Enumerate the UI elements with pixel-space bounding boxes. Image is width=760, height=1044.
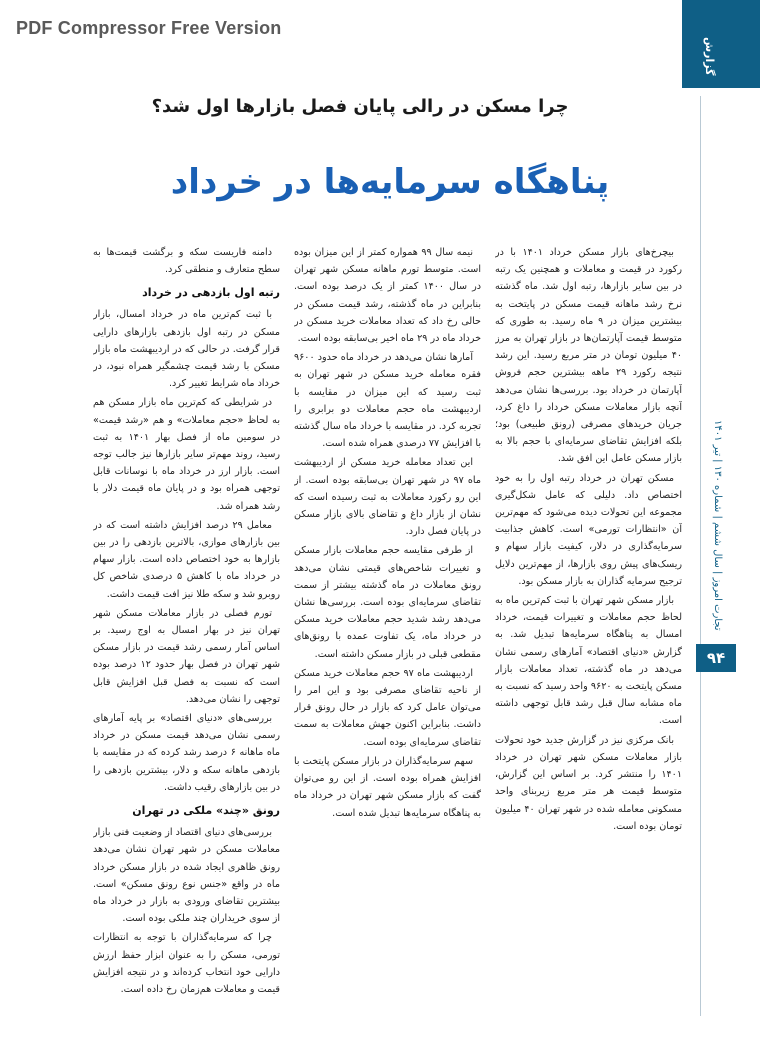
section-tag: گزارش <box>703 36 716 76</box>
paragraph: با ثبت کم‌ترین ماه در خرداد امسال، بازار مسکن در رتبه اول بازدهی بازارهای دارایی قرار گرفت. در حالی که در اردیبهشت ماه بازار مسکن با رشد قیمت چشمگیر همراه نبود، در خرداد ماه شرایط تغییر کرد. <box>93 309 280 390</box>
column-left <box>93 244 280 1034</box>
paragraph: بانک مرکزی نیز در گزارش جدید خود تحولات بازار معاملات مسکن شهر تهران در خرداد ۱۴۰۱ را منتشر کرد. بر اساس این گزارش، متوسط قیمت هر متر مربع زیربنای واحد مسکونی معامله شده در شهر تهران ۴۰ میلیون تومان بوده است. <box>495 734 682 832</box>
paragraph: در شرایطی که کم‌ترین ماه بازار مسکن هم به لحاظ «حجم معاملات» و هم «رشد قیمت» در سومین ماه از فصل بهار ۱۴۰۱ به ثبت رسید، روند مهم‌تر سایر بازارها نیز جالب توجه است. بازار ارز در خرداد ماه با نوسانات قابل توجهی همراه بود و در پایان ماه قیمت دلار با رشد همراه شد. <box>93 397 280 512</box>
paragraph: مسکن تهران در خرداد رتبه اول را به خود اختصاص داد. دلیلی که عامل شکل‌گیری مجموعه این تحولات دیده می‌شود که مهم‌ترین آن «انتظارات تورمی» است. کاهش جذابیت سرمایه‌گذاری در دلار، کیفیت بازار سهام و ریسک‌های پیش روی بازارها، از مهم‌ترین دلایل ترجیح سرمایه‌ گذاران به بازار مسکن بود. <box>495 472 682 587</box>
paragraph: از طرفی مقایسه حجم معاملات بازار مسکن و تغییرات شاخص‌های قیمتی نشان می‌دهد رونق معاملات در ماه گذشته بیشتر از سمت تقاضای سرمایه‌ای بوده است. بررسی‌ها نشان می‌دهد رشد شدید حجم معاملات خرید مسکن در خرداد ماه، یک تفاوت عمده با رونق‌های مقطعی قبلی در بازار مسکن داشته است. <box>294 545 481 660</box>
paragraph: معامل ۲۹ درصد افزایش داشته است که در بین بازارهای موازی، بالاترین بازدهی را در بین بازارها به خود اختصاص داده است. بازار سهام در خرداد ماه با کاهش ۵ درصدی شاخص کل روبرو شد و سکه طلا نیز افت قیمت داشت. <box>93 519 280 600</box>
paragraph: بررسی‌های «دنیای اقتصاد» بر پایه آمارهای رسمی نشان می‌دهد قیمت مسکن در خرداد ماه ماهانه ۶ درصد رشد کرده که در مقایسه با بازدهی ماهانه سکه و دلار، بیشترین بازدهی را در بین بازارهای رقیب داشت. <box>93 713 280 793</box>
watermark-text: PDF Compressor Free Version <box>16 18 282 38</box>
paragraph: چرا که سرمایه‌گذاران با توجه به انتظارات تورمی، مسکن را به عنوان ابزار حفظ ارزش دارایی خود انتخاب کرده‌اند و در نتیجه افزایش قیمت و معاملات هم‌زمان رخ داده است. <box>93 932 280 995</box>
article-title: پناهگاه سرمایه‌ها در خرداد <box>170 162 610 202</box>
paragraph: اردیبهشت ماه ۹۷ حجم معاملات خرید مسکن از ناحیه تقاضای مصرفی بود و این امر را می‌توان عامل کرد که بازار در حال رونق قرار داشت. بنابراین اکنون جهش معاملات به سمت تقاضای سرمایه‌ای بوده است. <box>294 667 481 748</box>
paragraph: آمارها نشان می‌دهد در خرداد ماه حدود ۹۶۰۰ فقره معامله خرید مسکن در شهر تهران به ثبت رسید که این میزان در مقایسه با اردیبهشت ماه حجم معاملات دو برابری را تجربه کرد. در مقایسه با خرداد ماه سال گذشته با افزایش ۷۷ درصدی همراه شده است. <box>294 352 481 450</box>
article-supertitle: چرا مسکن در رالی پایان فصل بازارها اول شد؟ <box>151 96 569 117</box>
paragraph: این تعداد معامله خرید مسکن از اردیبهشت ماه ۹۷ در شهر تهران بی‌سابقه بوده است. از این رو رکورد معاملات به ثبت رسیده است که نشان از بازار داغ و تقاضای بالای بازار مسکن در پایان فصل دارد. <box>294 457 481 538</box>
column-right <box>495 244 682 1034</box>
paragraph: بازار مسکن شهر تهران با ثبت کم‌ترین ماه به لحاظ حجم معاملات و تغییرات قیمت، خرداد امسال به پناهگاه سرمایه‌ها تبدیل شد. به گزارش «دنیای اقتصاد» آمارهای رسمی نشان می‌دهد در ماه گذشته، تعداد معاملات بازار مسکن پایتخت به ۹۶۲۰ واحد رسید که نسبت به ماه مشابه سال قبل رشد قابل توجهی داشته است. <box>495 595 682 727</box>
paragraph: نیمه سال ۹۹ همواره کمتر از این میزان بوده است. متوسط تورم ماهانه مسکن شهر تهران در سال ۱۴۰۰ کمتر از یک درصد بوده است. بنابراین در ماه گذشته، رشد قیمت مسکن در حالی رخ داد که تعداد معاملات خرید مسکن در خرداد ماه در ۲۹ ماه اخیر بی‌سابقه بوده است. <box>294 247 481 345</box>
section-heading: رونق «چند» ملکی در تهران <box>132 804 280 818</box>
paragraph: دامنه فاریست سکه و برگشت قیمت‌ها به سطح متعارف و منطقی کرد. <box>93 247 280 276</box>
column-middle <box>294 244 481 1034</box>
paragraph: تورم فصلی در بازار معاملات مسکن شهر تهران نیز در بهار امسال به اوج رسید. بر اساس آمار رسمی رشد قیمت در بازار مسکن شهر تهران در فصل بهار حدود ۱۲ درصد بوده است که نسبت به فصل قبل افزایش قابل توجهی را نشان می‌دهد. <box>93 607 280 705</box>
paragraph: بررسی‌های دنیای اقتصاد از وضعیت فنی بازار معاملات مسکن در شهر تهران نشان می‌دهد رونق ظاهری ایجاد شده در بازار مسکن خرداد ماه در واقع «جنس نوع رونق مسکن» است. بیشترین تقاضای ورودی به بازار در خرداد ماه از سوی خریداران چند ملکی بوده است. <box>93 827 280 925</box>
paragraph: سهم سرمایه‌گذاران در بازار مسکن پایتخت با افزایش همراه بوده است. از این رو می‌توان گفت که بازار مسکن شهر تهران در خرداد ماه به پناهگاه سرمایه‌ها تبدیل شده است. <box>294 755 481 819</box>
paragraph: بیچرخ‌های بازار مسکن خرداد ۱۴۰۱ با در رکورد در قیمت و معاملات و همچنین یک رتبه در بین سایر بازارها، رتبه اول شد. ماه گذشته نرخ رشد ماهانه قیمت مسکن در پایتخت به بیشترین میزان در ۹ ماه رسید. به طوری که متوسط قیمت آپارتمان‌ها در بازار تهران به مرز ۴۰ میلیون تومان در متر مربع رسید. این رشد نتیجه رکورد ۲۹ ماهه بیشترین حجم فروش آپارتمان در خرداد بود. بررسی‌ها نشان می‌دهد آنچه بازار معاملات مسکن خرداد را داغ کرد، جریان خریدهای مصرفی (رونق طبیعی) بود؛ بلکه افزایش تقاضای سرمایه‌ای با حجم بالا به بازار مسکن عامل این افق شد. <box>495 247 682 465</box>
article-body <box>92 244 682 1034</box>
side-caption: تجارت امروز | سال ششم | شماره ۱۳۰ | تیر ۱۴۰۱ <box>712 420 723 631</box>
side-divider <box>700 96 701 1016</box>
section-heading: رتبه اول بازدهی در خرداد <box>142 286 280 300</box>
page-number: ۹۴ <box>696 644 736 672</box>
